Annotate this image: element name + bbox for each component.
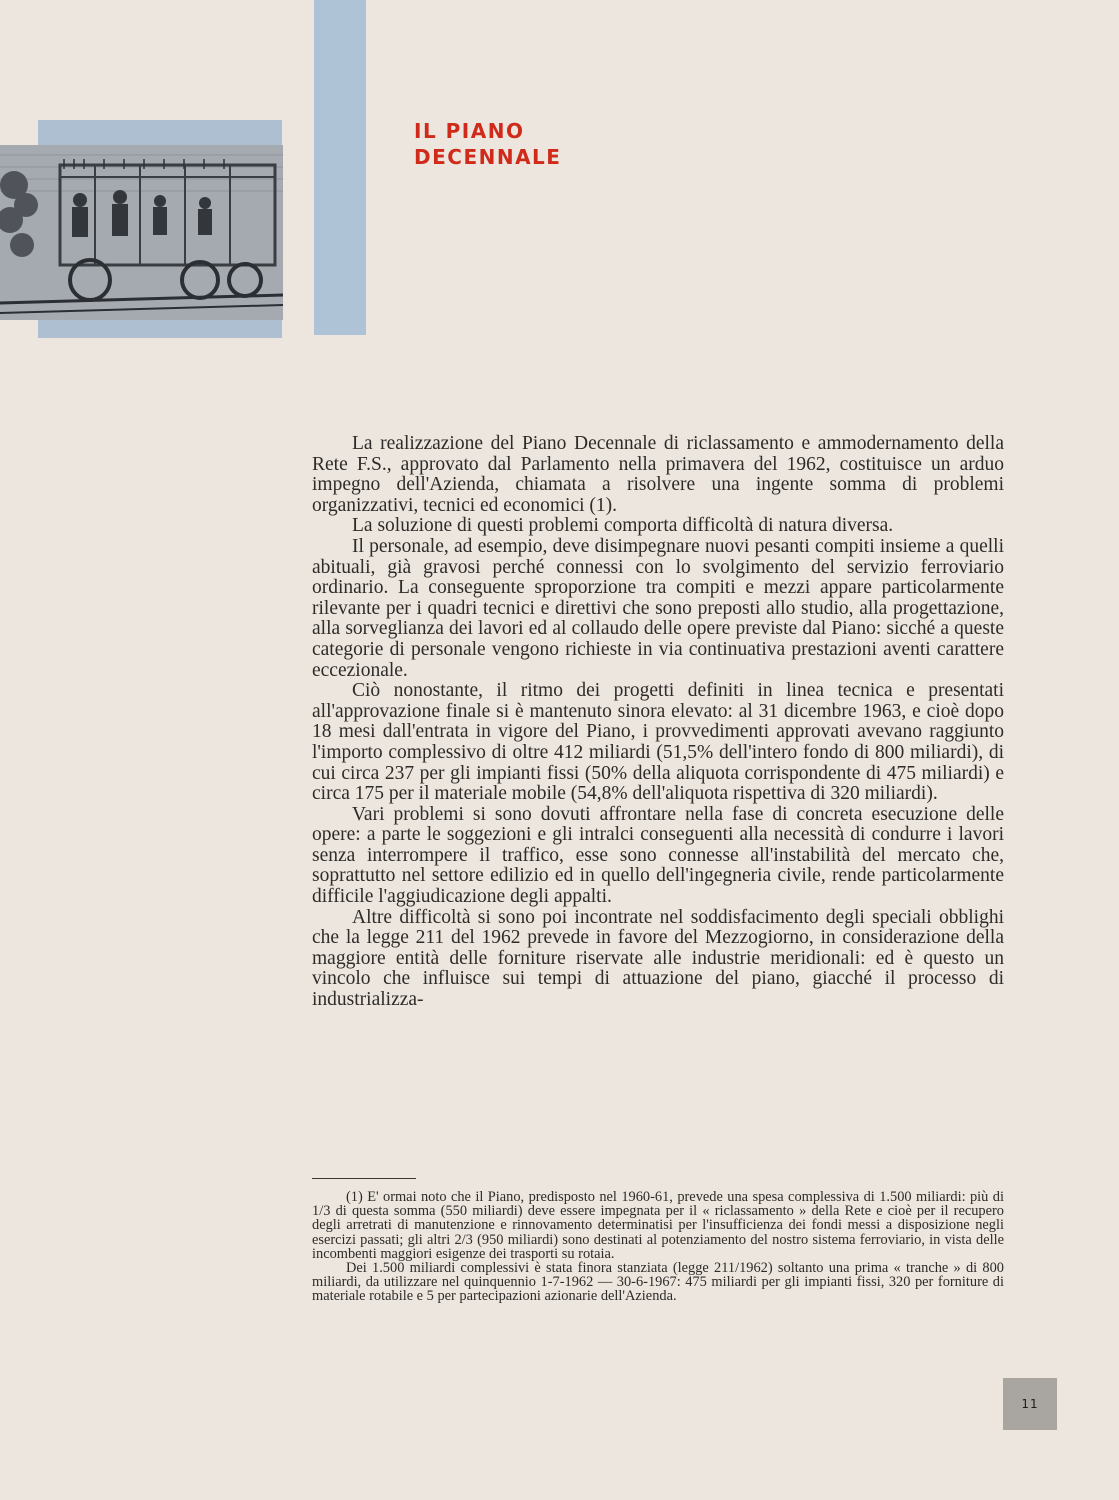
vintage-railcar-engraving-icon bbox=[0, 145, 283, 320]
main-text bbox=[312, 434, 1004, 1011]
page-number: 11 bbox=[1003, 1378, 1057, 1430]
title-line-2: DECENNALE bbox=[414, 145, 562, 169]
paragraph: Ciò nonostante, il ritmo dei progetti definiti in linea tecnica e presentati all'approvazione finale si è mantenuto sinora elevato: al 31 dicembre 1963, e cioè dopo 18 mesi dall'entrata in vigore del Piano, i provvedimenti approvati avevano raggiunto l'importo complessivo di oltre 412 miliardi (51,5% dell'intero fondo di 800 miliardi), di cui circa 237 per gli impianti fissi (50% della aliquota corrispondente di 475 miliardi) e circa 175 per il materiale mobile (54,8% dell'aliquota rispettiva di 320 miliardi). bbox=[312, 680, 1004, 805]
page-title bbox=[414, 118, 561, 170]
footnote: (1) E' ormai noto che il Piano, predisposto nel 1960-61, prevede una spesa complessiva di 1.500 miliardi: più di 1/3 di questa somma (550 miliardi) deve essere impegnata per il « riclassamento » della Rete e cioè per il recupero degli arretrati di manutenzione e rinnovamento determinatisi per l'insufficienza dei fondi messi a disposizione negli esercizi passati; gli altri 2/3 (950 miliardi) sono destinati al potenziamento del nostro sistema ferroviario, in vista delle incombenti maggiori esigenze dei trasporti su rotaia. bbox=[312, 1189, 1004, 1262]
footnote-divider bbox=[312, 1178, 416, 1179]
paragraph: La soluzione di questi problemi comporta difficoltà di natura diversa. bbox=[352, 515, 894, 537]
title-line-1: IL PIANO bbox=[414, 119, 525, 143]
footnotes bbox=[312, 1190, 1004, 1304]
footnote: Dei 1.500 miliardi complessivi è stata finora stanziata (legge 211/1962) soltanto una prima « tranche » di 800 miliardi, da utilizzare nel quinquennio 1-7-1962 — 30-6-1967: 475 miliardi per gli impianti fissi, 320 per forniture di materiale rotabile e 5 per partecipazioni azionarie dell'Azienda. bbox=[312, 1260, 1004, 1305]
decorative-blue-bar bbox=[314, 0, 366, 335]
paragraph: Vari problemi si sono dovuti affrontare nella fase di concreta esecuzione delle opere: a parte le soggezioni e gli intralci conseguenti alla necessità di condurre i lavori senza interrompere il traffico, esse sono connesse all'instabilità del mercato che, soprattutto nel settore edilizio ed in quello dell'ingegneria civile, rende particolarmente difficile l'aggiudicazione degli appalti. bbox=[312, 803, 1004, 908]
paragraph: La realizzazione del Piano Decennale di riclassamento e ammodernamento della Rete F.S., approvato dal Parlamento nella primavera del 1962, costituisce un arduo impegno dell'Azienda, chiamata a risolvere una ingente somma di problemi organizzativi, tecnici ed economici (1). bbox=[312, 433, 1004, 516]
paragraph: Il personale, ad esempio, deve disimpegnare nuovi pesanti compiti insieme a quelli abituali, già gravosi perché connessi con lo svolgimento del servizio ferroviario ordinario. La conseguente sproporzione tra compiti e mezzi appare particolarmente rilevante per i quadri tecnici e direttivi che sono preposti allo studio, alla progettazione, alla sorveglianza dei lavori ed al collaudo delle opere previste dal Piano: sicché a queste categorie di personale vengono richieste in via continuativa prestazioni aventi carattere eccezionale. bbox=[312, 535, 1004, 681]
paragraph: Altre difficoltà si sono poi incontrate nel soddisfacimento degli speciali obblighi che la legge 211 del 1962 prevede in favore del Mezzogiorno, in considerazione della maggiore entità delle forniture riservate alle industrie meridionali: ed è questo un vincolo che influisce sui tempi di attuazione del piano, giacché il processo di industrializza- bbox=[312, 906, 1004, 1011]
